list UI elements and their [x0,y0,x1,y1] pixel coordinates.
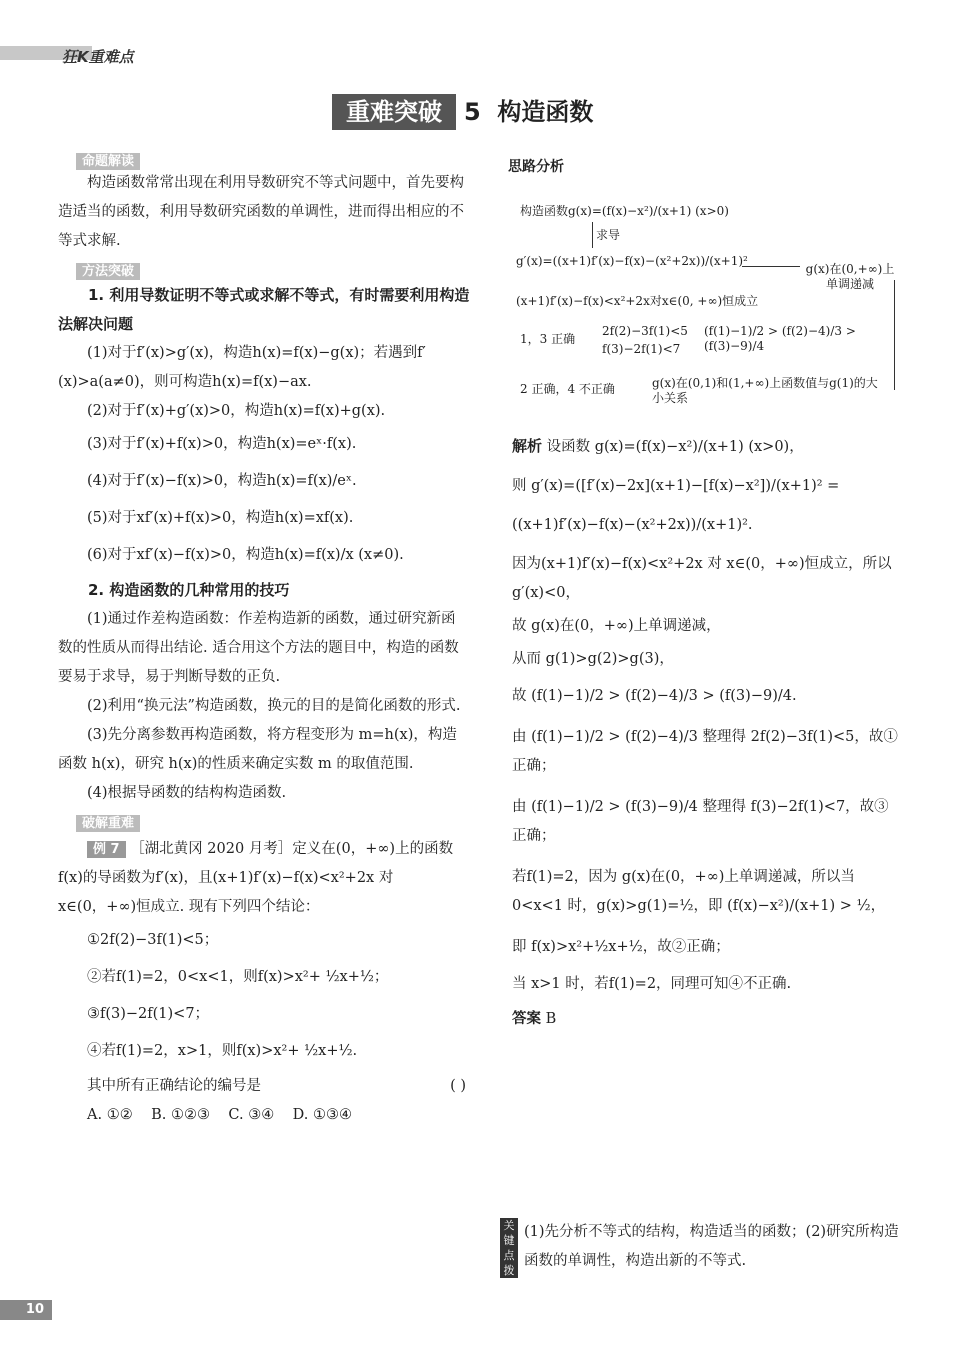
method-item-4: (4)对于f′(x)−f(x)>0，构造h(x)=f(x)/eˣ. [87,473,357,489]
diagram-step-derivative: g′(x)=((x+1)f′(x)−f(x)−(x²+2x))/(x+1)² [516,254,748,268]
section-tag-interpretation: 命题解读 [76,153,140,170]
conclusion-3: ③f(3)−2f(1)<7； [87,1006,210,1022]
solution-line-8: 由 (f(1)−1)/2 > (f(2)−4)/3 整理得 2f(2)−3f(1)<5，故①正确； [512,729,898,774]
answer-label: 答案 [512,1011,541,1027]
solution-line-12: 当 x>1 时，若f(1)=2，同理可知④不正确. [512,976,792,992]
section-tag-method: 方法突破 [76,263,140,280]
solution-line-9: 由 (f(1)−1)/2 > (f(3)−9)/4 整理得 f(3)−2f(1)<7，故③正确； [512,799,889,844]
section-tag-solve: 破解重难 [76,815,140,832]
solution-line-6: 从而 g(1)>g(2)>g(3)， [512,651,674,667]
diagram-step-condition: (x+1)f′(x)−f(x)<x²+2x对x∈(0, +∞)恒成立 [516,294,759,308]
analysis-title: 思路分析 [508,159,564,175]
title-number: 5 [464,98,481,126]
conclusion-4: ④若f(1)=2，x>1，则f(x)>x²+ ½x+½. [87,1043,358,1059]
method-item-3: (3)对于f′(x)+f(x)>0，构造h(x)=eˣ·f(x). [87,436,357,452]
diagram-side-monotone: g(x)在(0,+∞)上单调递减 [805,262,895,291]
method-heading-2: 2. 构造函数的几种常用的技巧 [88,581,290,599]
technique-3: (3)先分离参数再构造函数，将方程变形为 m=h(x)，构造函数 h(x)，研究 h(x)的性质来确定实数 m 的取值范围. [58,727,457,772]
diagram-step-compare: g(x)在(0,1)和(1,+∞)上函数值与g(1)的大小关系 [652,376,878,405]
technique-1: (1)通过作差构造函数：作差构造新的函数，通过研究新函数的性质从而得出结论. 适合用这个方法的题目中，构造的函数要易于求导，易于判断导数的正负. [58,611,459,685]
solution-line-11: 即 f(x)>x²+½x+½，故②正确； [512,939,730,955]
answer-value: B [545,1011,557,1027]
diagram-step-ordering: (f(1)−1)/2 > (f(2)−4)/3 > (f(3)−9)/4 [704,324,856,353]
technique-2: (2)利用“换元法”构造函数，换元的目的是简化函数的形式. [87,698,461,714]
example-label: 例 7 [87,841,126,858]
question-text: 其中所有正确结论的编号是 [87,1078,261,1094]
method-item-5: (5)对于xf′(x)+f(x)>0，构造h(x)=xf(x). [87,510,354,526]
solution-line-5: 故 g(x)在(0，+∞)上单调递减， [512,618,721,634]
page-number: 10 [0,1300,52,1320]
solution-line-3: ((x+1)f′(x)−f(x)−(x²+2x))/(x+1)². [512,517,753,533]
solution-block [512,432,902,1034]
diagram-label-derive: 求导 [596,228,621,242]
solution-title: 解析 [512,437,543,455]
title-prefix: 重难突破 [332,94,456,130]
answer-paren: ( ) [450,1078,466,1094]
method-item-6: (6)对于xf′(x)−f(x)>0，构造h(x)=f(x)/x (x≠0). [87,547,404,563]
solution-line-2: 则 g′(x)=([f′(x)−2x](x+1)−[f(x)−x²])/(x+1)² = [512,478,840,494]
question-line [58,1072,470,1101]
solution-line-10: 若f(1)=2，因为 g(x)在(0，+∞)上单调递减，所以当 0<x<1 时，g(x)>g(1)=½，即 (f(x)−x²)/(x+1) > ½， [512,869,886,914]
solution-line-7: 故 (f(1)−1)/2 > (f(2)−4)/3 > (f(3)−9)/4. [512,688,797,704]
answer-options: A. ①② B. ①②③ C. ③④ D. ①③④ [87,1107,352,1123]
page-title [464,94,593,130]
diagram-arrow-down [592,222,593,248]
diagram-arrow-right [742,266,800,267]
diagram-step-ineq-1: 2f(2)−3f(1)<5 [602,324,688,338]
interpretation-text: 构造函数常常出现在利用导数研究不等式问题中，首先要构造适当的函数，利用导数研究函数的单调性，进而得出相应的不等式求解. [58,175,464,249]
diagram-step-construct: 构造函数g(x)=(f(x)−x²)/(x+1) (x>0) [520,204,729,218]
diagram-result-13: 1，3 正确 [520,332,576,346]
solution-line-4: 因为(x+1)f′(x)−f(x)<x²+2x 对 x∈(0，+∞)恒成立，所以 g′(x)<0， [512,556,892,601]
method-heading-1: 1. 利用导数证明不等式或求解不等式，有时需要利用构造法解决问题 [58,286,470,333]
analysis-diagram [512,200,902,410]
brand-logo-text: 狂K重难点 [62,48,134,66]
solution-line-1: 设函数 g(x)=(f(x)−x²)/(x+1) (x>0)， [546,439,804,455]
left-column [58,150,470,1130]
diagram-result-24: 2 正确，4 不正确 [520,382,615,396]
key-tip-badge: 关键点拨 [500,1218,518,1278]
example-statement [58,835,470,922]
example-text: ［湖北黄冈 2020 月考］定义在(0，+∞)上的函数f(x)的导函数为f′(x)，且(x+1)f′(x)−f(x)<x²+2x 对 x∈(0，+∞)恒成立. 现有下列四个结论： [58,841,454,915]
technique-4: (4)根据导函数的结构构造函数. [87,785,287,801]
conclusion-1: ①2f(2)−3f(1)<5； [87,932,219,948]
diagram-step-ineq-2: f(3)−2f(1)<7 [602,342,681,356]
title-topic: 构造函数 [497,98,594,126]
conclusion-2: ②若f(1)=2，0<x<1，则f(x)>x²+ ½x+½； [87,969,389,985]
method-item-2: (2)对于f′(x)+g′(x)>0，构造h(x)=f(x)+g(x). [87,403,386,419]
method-item-1: (1)对于f′(x)>g′(x)，构造h(x)=f(x)−g(x)；若遇到f′(x)>a(a≠0)，则可构造h(x)=f(x)−ax. [58,345,426,390]
key-tip-text: (1)先分析不等式的结构，构造适当的函数；(2)研究所构造函数的单调性，构造出新的不等式. [524,1224,899,1269]
